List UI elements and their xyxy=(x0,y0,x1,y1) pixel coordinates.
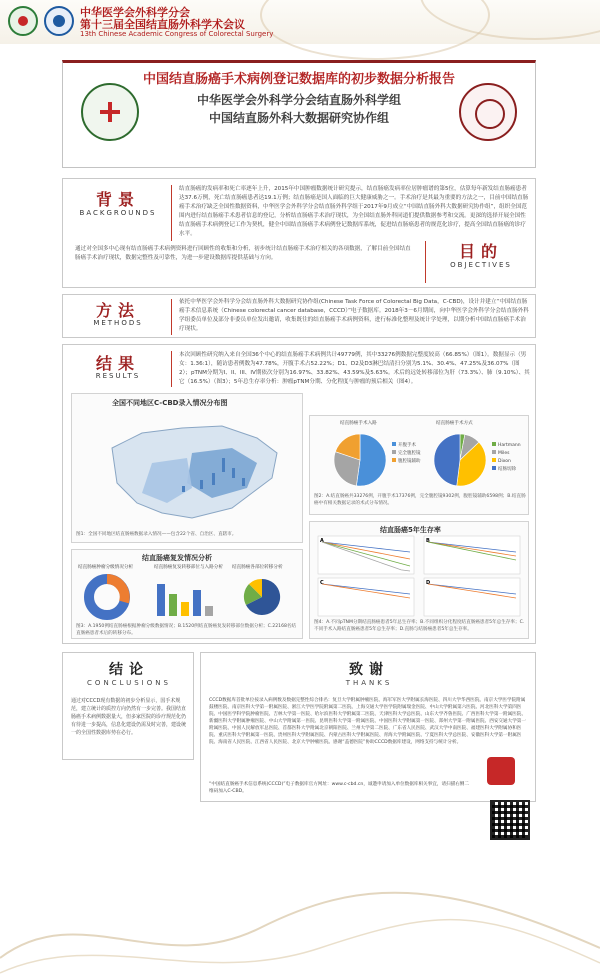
conclusions-banner xyxy=(63,659,195,687)
figure-3-charts xyxy=(72,572,304,622)
conclusions-heading: 结论 xyxy=(109,662,149,678)
results-heading: 结果 xyxy=(95,354,140,373)
methods-heading-en: METHODS xyxy=(93,319,143,327)
congress-name: 第十三届全国结直肠外科学术会议 xyxy=(80,18,245,31)
objectives-heading-en: OBJECTIVES xyxy=(450,261,512,269)
thanks-heading-en: THANKS xyxy=(345,679,393,687)
survival-panel-label: A xyxy=(320,538,324,544)
pie-slice-结肠切除 xyxy=(434,434,460,486)
author-org-2: 中国结直肠外科大数据研究协作组 xyxy=(208,111,389,125)
survival-panel-label: D xyxy=(426,580,431,586)
objectives-text: 通过对全国多中心现有结直肠癌手术病例资料进行回顾性的收集和分析，初步统计结直肠癌手术治疗相关的各项数据，了解目前全国结直肠癌手术治疗现状，数据完整性及可靠性，为进一步建设数据库提供基础与方向。 xyxy=(75,246,411,261)
conclusions-panel xyxy=(62,652,194,760)
survival-panel-frame xyxy=(424,578,520,616)
poster-title: 中国结直肠癌手术病例登记数据库的初步数据分析报告 xyxy=(142,72,455,87)
legend-swatch xyxy=(492,458,496,462)
thanks-banner xyxy=(201,659,537,687)
figure-3a-label: 结直肠癌肿瘤分级情况分析 xyxy=(78,565,134,570)
survival-panel-frame xyxy=(318,536,414,574)
divider xyxy=(425,241,426,283)
figure-4-caption: 图4：A.不同pTNM分期结直肠癌患者5年总生存率；B.不同组织分化程度结直肠癌患者5年总生存率；C.不同手术入路结直肠癌患者5年总生存率；D.直肠与结肠癌患者5年总生存率。 xyxy=(314,620,525,632)
legend-swatch xyxy=(392,458,396,462)
survival-curves xyxy=(310,534,530,620)
qr-code[interactable] xyxy=(490,800,530,840)
figure-3-caption: 图3：A.1950例结直肠癌根据肿瘤分级数据情况；B.1520例结直肠癌复发转移部位数据分析；C.22168名结直肠癌患者术后的转移分布。 xyxy=(76,624,297,636)
conference-header xyxy=(0,0,600,44)
thanks-footer: “中国结直肠癌手术信息系统(CCCD)”电子数据库官方网址：www.c-cbd.cn，诚邀申请加入单位数据库相关事宜，请扫描右侧二维码加入C-CBD。 xyxy=(209,782,469,794)
figure-1-title: 全国不同地区C-CBD录入情况分布图 xyxy=(112,399,228,407)
org-name: 中华医学会外科学分会 xyxy=(80,6,190,19)
figure-3b-label: 结直肠癌复发转移部位与入路分析 xyxy=(154,565,223,570)
results-panel xyxy=(62,344,536,644)
methods-text: 依托中华医学会外科学分会结直肠外科大数据研究协作组(Chinese Task Force of Colorectal Big Data，C-CBD)，设计并建立“中国结直肠癌手术信息系统（Chinese colorectal cancer database，CCCD）”电子数据库。2018年3－6月期间，向中华医学会外科学分会结直肠外科学组委员单位及部分非委员单位发出邀请，收集既往的结直肠癌手术病例资料，进行标准化整理及统计学处理，以期分析中国结直肠癌手术治疗现状。 xyxy=(179,299,529,332)
legend-swatch xyxy=(492,450,496,454)
figure-2-caption: 图2：A.结直肠癌共33276例，开腹手术17376例，完全腹腔镜9302例，腹腔镜辅助6598例；B.结直肠癌中有相关数据记录的术式分布情况。 xyxy=(314,494,526,506)
legend-label: Dixon xyxy=(498,459,511,464)
thanks-panel xyxy=(200,652,536,802)
figure-3-title: 结直肠癌复发情况分析 xyxy=(142,554,212,562)
survival-panel-frame xyxy=(318,578,414,616)
figure-2-pies xyxy=(309,415,529,515)
objectives-heading: 目的 xyxy=(458,242,503,261)
background-objectives-panel xyxy=(62,178,536,288)
conclusions-text: 通过对CCCD现有数据的初步分析显示，国手术规范，建立统计的质控方向仍然有一步完善。我国结直肠癌手术病例数据量大，但多家医院的诊疗规范化仍有待进一步提高，信息化建设仍需及时完善，建设统一的全国性数据库势在必行。 xyxy=(71,698,187,736)
congress-name-en: 13th Chinese Academic Congress of Colorectal Surgery xyxy=(80,30,274,38)
university-logo xyxy=(459,83,517,141)
figure-4-title: 结直肠癌5年生存率 xyxy=(380,526,441,534)
author-org-1: 中华医学会外科学分会结直肠外科学组 xyxy=(196,93,401,107)
legend-label: Miles xyxy=(498,451,510,456)
figure-2-pie-charts xyxy=(310,428,530,498)
legend-label: 开腹手术 xyxy=(398,443,416,448)
divider xyxy=(171,185,172,241)
congress-logo xyxy=(44,6,74,36)
survival-panel-label: B xyxy=(426,538,430,544)
legend-swatch xyxy=(392,442,396,446)
background-heading-en: BACKGROUNDS xyxy=(79,209,157,217)
pie-slice-开腹手术 xyxy=(356,434,386,486)
figure-4-survival xyxy=(309,521,529,639)
results-text: 本次回顾性研究纳入来自全国36个中心的结直肠癌手术病例共计49779例，其中33276例数据完整度较高（66.85%）（图1）。数据显示（男女：1.36:1），随访患者例数为47.78%，开腹手术占52.22%；D1、D2及D3淋巴结清扫分别为5.1%、30.4%、47.25%及36.07%（图2）；pTNM分期为I、II、III、IV期依次分别为16.97%、33.82%、43.59%及5.63%。术后的远处转移部位为肝（73.3%）、肺（9.10%）、其它（16.5%）（图3）；5年总生存率分析：肿瘤pTNM分期、分化程度与肿瘤的预后相关（图4）。 xyxy=(179,352,530,385)
divider xyxy=(171,299,172,335)
poster-title-box xyxy=(62,60,536,168)
divider xyxy=(171,351,172,387)
methods-heading: 方法 xyxy=(95,301,140,320)
legend-label: 完全腹腔镜 xyxy=(398,451,421,456)
seal-stamp xyxy=(487,757,515,785)
legend-label: Hartmann xyxy=(498,443,521,448)
survival-panel-label: C xyxy=(320,580,324,586)
results-heading-en: RESULTS xyxy=(95,372,141,380)
legend-swatch xyxy=(492,466,496,470)
legend-swatch xyxy=(392,450,396,454)
bottom-decoration xyxy=(0,838,600,978)
figure-2b-title: 结直肠癌手术方式 xyxy=(436,421,473,426)
figure-1-caption: 图1：全国不同地区结直肠癌数据录入情况——包含22个省、自治区、直辖市。 xyxy=(76,532,237,537)
background-heading: 背景 xyxy=(95,190,140,209)
legend-label: 结肠切除 xyxy=(498,467,516,472)
figure-3c-label: 结直肠癌各部位转移分析 xyxy=(232,565,283,570)
hospital-logo xyxy=(81,83,139,141)
figure-1-map xyxy=(71,393,303,543)
conclusions-heading-en: CONCLUSIONS xyxy=(87,679,171,687)
society-logo xyxy=(8,6,38,36)
legend-label: 腹腔镜辅助 xyxy=(398,459,421,464)
legend-swatch xyxy=(492,442,496,446)
china-map-graphic xyxy=(72,408,304,528)
figure-2a-title: 结直肠癌手术入路 xyxy=(340,421,377,426)
figure-3-recurrence xyxy=(71,549,303,639)
methods-panel xyxy=(62,294,536,338)
background-text: 结直肠癌的发病率和死亡率逐年上升，2015年中国肿瘤数据统计研究提示，结直肠癌发病率位居肿瘤谱的第5位，估算每年新发结直肠癌患者达37.6万例，死亡结直肠癌患者达19.1万例；结直肠癌是国人面临的巨大健康威胁之一。手术治疗是其最为重要的方法之一，目前中国结直肠癌手术治疗缺乏全国性数据资料，中华医学会外科学分会结直肠外科学组于2017年9月成立“中国结直肠外科大数据研究协作组”，组织全国范围内进行结直肠癌手术患者信息的登记，分析结直肠癌手术治疗现状，为全国结直肠外科同道们提供数据参考和交流。更深的选择开展全国性结直肠癌手术病例登记工作为契机，健全中国结直肠癌手术病例登记数据库系统，促进结直肠癌患者的规范化诊疗，提高全国结直肠癌的诊疗水平。 xyxy=(179,186,529,237)
thanks-heading: 致谢 xyxy=(349,662,389,678)
thanks-text: CCCD数据库首批单位按录入病例数及数据完整性综合排名：复旦大学附属肿瘤医院、海军军医大学附属长海医院、四川大学华西医院、南京大学医学院附属鼓楼医院、南京医科大学第一附属医院、浙江大学医学院附属第二医院、上海交通大学医学院附属瑞金医院、中山大学附属第六医院、河北医科大学第四医院、中国医学科学院肿瘤医院、吉林大学第一医院、哈尔滨医科大学附属第二医院、天津医科大学总医院、山东大学齐鲁医院、广西医科大学第一附属医院、新疆医科大学附属肿瘤医院、中山大学附属第一医院、昆明医科大学第一附属医院、中国医科大学附属第一医院、郑州大学第一附属医院、西安交通大学第一附属医院、中国人民解放军总医院、首都医科大学附属北京朝阳医院、兰州大学第二医院、广东省人民医院、武汉大学中南医院、福建医科大学附属协和医院、重庆医科大学附属第一医院、贵州医科大学附属医院、内蒙古医科大学附属医院、青海大学附属医院、宁夏医科大学总医院、安徽医科大学第一附属医院、海南省人民医院、江西省人民医院、北京大学肿瘤医院。感谢“盖德医院”协助CCCD数据库建设，网络支持与统计分析。 xyxy=(209,698,526,745)
survival-panel-frame xyxy=(424,536,520,574)
